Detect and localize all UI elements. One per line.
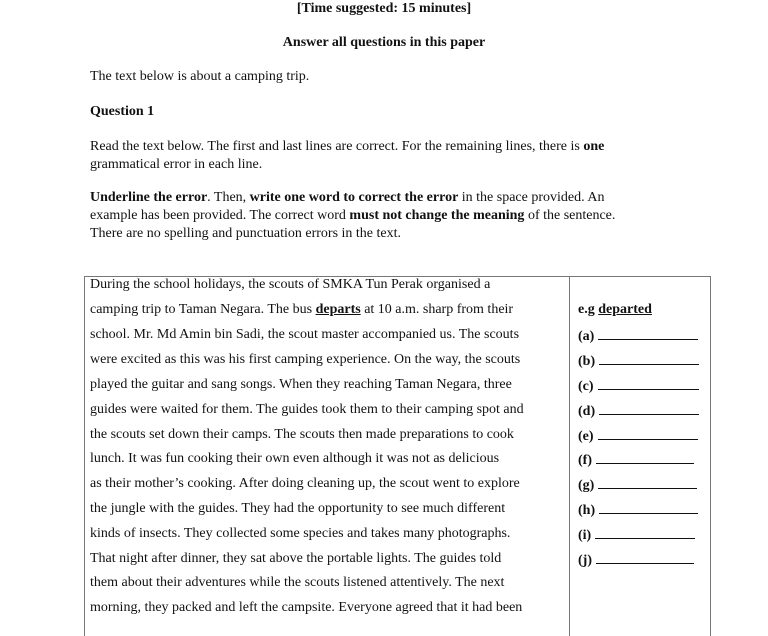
- p2-bold-1: Underline the error: [90, 190, 208, 205]
- question-title: Question 1: [90, 104, 155, 119]
- question-paragraph-2: [90, 189, 670, 243]
- answer-blank-b[interactable]: [599, 351, 699, 365]
- p2-text-2: in the space provided. An: [461, 190, 605, 205]
- answer-label-d: (d): [578, 404, 596, 419]
- intro-text: The text below is about a camping trip.: [90, 69, 310, 84]
- answer-g[interactable]: [578, 475, 697, 493]
- column-divider: [569, 276, 570, 636]
- p2-text-3: example has been provided. The correct word: [90, 208, 346, 223]
- passage-line-1: [90, 301, 513, 319]
- p1-text-b: grammatical error in each line.: [90, 157, 263, 172]
- p2-text-1: . Then,: [207, 190, 247, 205]
- answer-blank-c[interactable]: [598, 376, 699, 390]
- answer-i[interactable]: [578, 525, 695, 543]
- answer-blank-e[interactable]: [598, 426, 698, 440]
- answer-label-h: (h): [578, 503, 596, 518]
- answer-blank-a[interactable]: [598, 326, 698, 340]
- answer-label-a: (a): [578, 329, 595, 344]
- answer-c[interactable]: [578, 376, 699, 394]
- answer-b[interactable]: [578, 351, 699, 369]
- p1-text-a: Read the text below. The first and last lines are correct. For the remaining lines, there is: [90, 139, 580, 154]
- passage-line-13: morning, they packed and left the campsite. Everyone agreed that it had been: [90, 600, 523, 615]
- passage-line-12: them about their adventures while the scouts listened attentively. The next: [90, 575, 505, 590]
- passage-line-4: played the guitar and sang songs. When they reaching Taman Negara, three: [90, 377, 512, 392]
- passage-line-6: the scouts set down their camps. The scouts then made preparations to cook: [90, 427, 514, 442]
- example-answer-word: departed: [598, 302, 652, 317]
- answer-d[interactable]: [578, 401, 699, 419]
- passage-line-11: That night after dinner, they sat above the portable lights. The guides told: [90, 551, 502, 566]
- p2-bold-3: must not change the meaning: [349, 208, 525, 223]
- answer-blank-i[interactable]: [595, 525, 695, 539]
- passage-line-2: school. Mr. Md Amin bin Sadi, the scout master accompanied us. The scouts: [90, 327, 520, 342]
- answer-blank-j[interactable]: [596, 550, 694, 564]
- answer-blank-g[interactable]: [598, 475, 697, 489]
- question-paragraph-1: [90, 138, 670, 174]
- passage-line-7: lunch. It was fun cooking their own even although it was not as delicious: [90, 451, 500, 466]
- answer-h[interactable]: [578, 500, 698, 518]
- time-suggested: [Time suggested: 15 minutes]: [296, 1, 472, 16]
- passage-line-10: kinds of insects. They collected some species and takes many photographs.: [90, 526, 511, 541]
- passage-line-5: guides were waited for them. The guides took them to their camping spot and: [90, 402, 524, 417]
- answer-label-j: (j): [578, 553, 592, 568]
- answer-j[interactable]: [578, 550, 694, 568]
- answer-label-g: (g): [578, 478, 595, 493]
- answer-e[interactable]: [578, 426, 698, 444]
- answer-label-e: (e): [578, 429, 594, 444]
- answer-blank-f[interactable]: [596, 450, 694, 464]
- example-label: e.g: [578, 302, 595, 317]
- answer-f[interactable]: [578, 450, 694, 468]
- passage-line-1-b: at 10 a.m. sharp from their: [364, 302, 514, 317]
- passage-line-8: as their mother’s cooking. After doing cleaning up, the scout went to explore: [90, 476, 520, 491]
- passage-line-9: the jungle with the guides. They had the opportunity to see much different: [90, 501, 506, 516]
- p1-bold: one: [583, 139, 605, 154]
- example-error-word: departs: [315, 302, 361, 317]
- answer-example: [578, 301, 652, 319]
- p2-bold-2: write one word to correct the error: [249, 190, 459, 205]
- answer-label-f: (f): [578, 453, 592, 468]
- instruction-heading: Answer all questions in this paper: [282, 35, 486, 50]
- passage-line-0: During the school holidays, the scouts of SMKA Tun Perak organised a: [90, 277, 491, 292]
- answer-label-i: (i): [578, 528, 592, 543]
- answer-a[interactable]: [578, 326, 698, 344]
- p2-text-4: of the sentence.: [527, 208, 616, 223]
- passage-line-1-a: camping trip to Taman Negara. The bus: [90, 302, 313, 317]
- passage-line-3: were excited as this was his first camping experience. On the way, the scouts: [90, 352, 521, 367]
- p2-text-5: There are no spelling and punctuation errors in the text.: [90, 226, 402, 241]
- answer-label-c: (c): [578, 379, 594, 394]
- answer-blank-h[interactable]: [599, 500, 698, 514]
- answer-label-b: (b): [578, 354, 596, 369]
- answer-blank-d[interactable]: [599, 401, 699, 415]
